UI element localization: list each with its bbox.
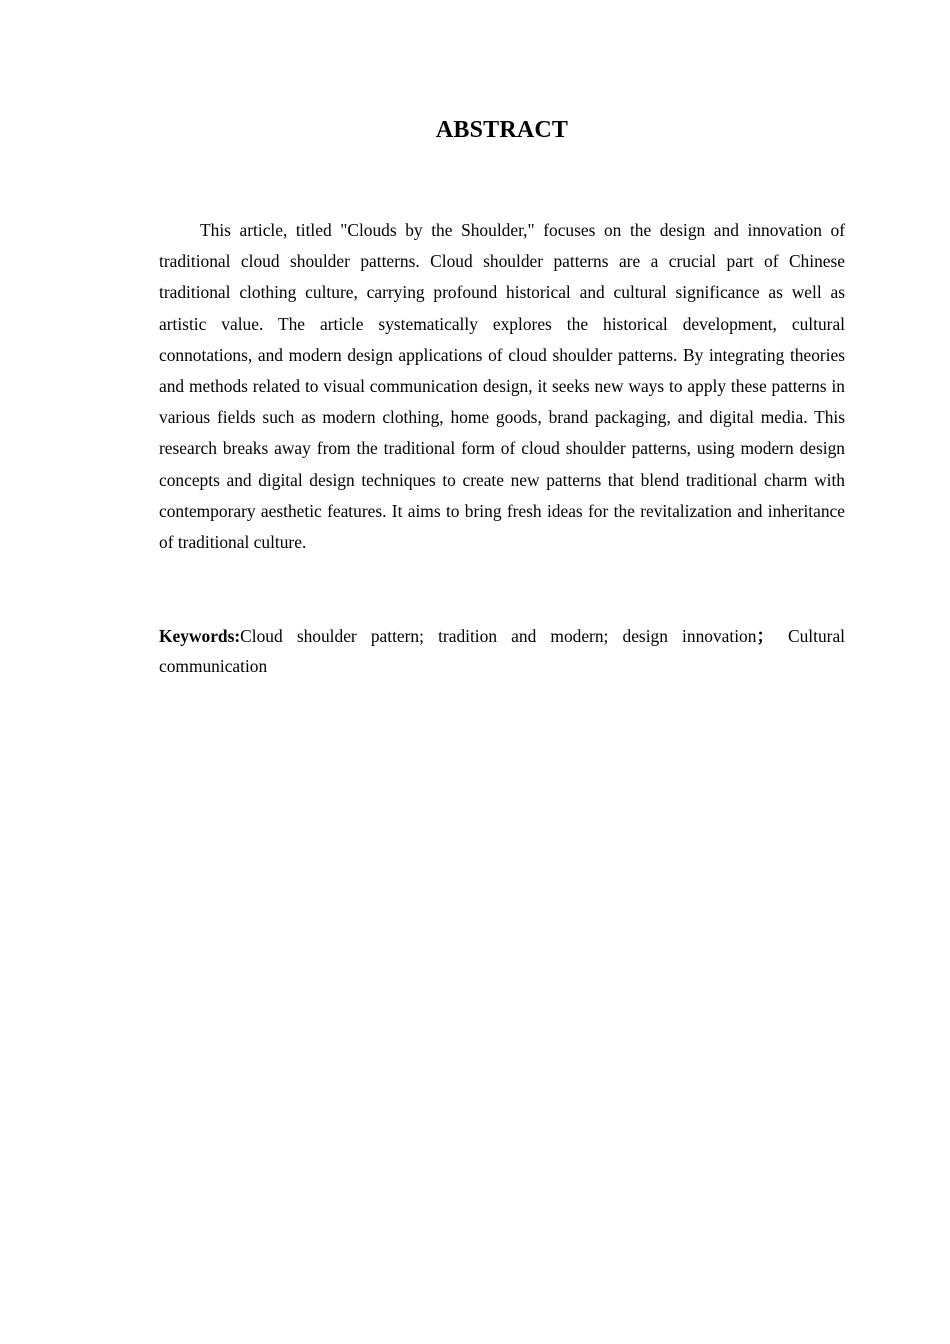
keywords-separator: ； (756, 626, 774, 646)
keywords-line (159, 621, 845, 681)
keywords-label: Keywords: (159, 626, 241, 646)
abstract-paragraph: This article, titled "Clouds by the Shoulder," focuses on the design and innovation of traditional cloud shoulder patterns. Cloud shoulder patterns are a crucial part of Chinese traditional clothing culture, carrying profound historical and cultural significance as well as artistic value. The article systematically explores the historical development, cultural connotations, and modern design applications of cloud shoulder patterns. By integrating theories and methods related to visual communication design, it seeks new ways to apply these patterns in various fields such as modern clothing, home goods, brand packaging, and digital media. This research breaks away from the traditional form of cloud shoulder patterns, using modern design concepts and digital design techniques to create new patterns that blend traditional charm with contemporary aesthetic features. It aims to bring fresh ideas for the revitalization and inheritance of traditional culture. (159, 220, 845, 553)
keywords-list-part2: Cultural communication (159, 626, 845, 676)
abstract-title: ABSTRACT (435, 117, 569, 143)
keywords-list-part1: Cloud shoulder pattern; tradition and modern; design innovation (240, 626, 757, 646)
